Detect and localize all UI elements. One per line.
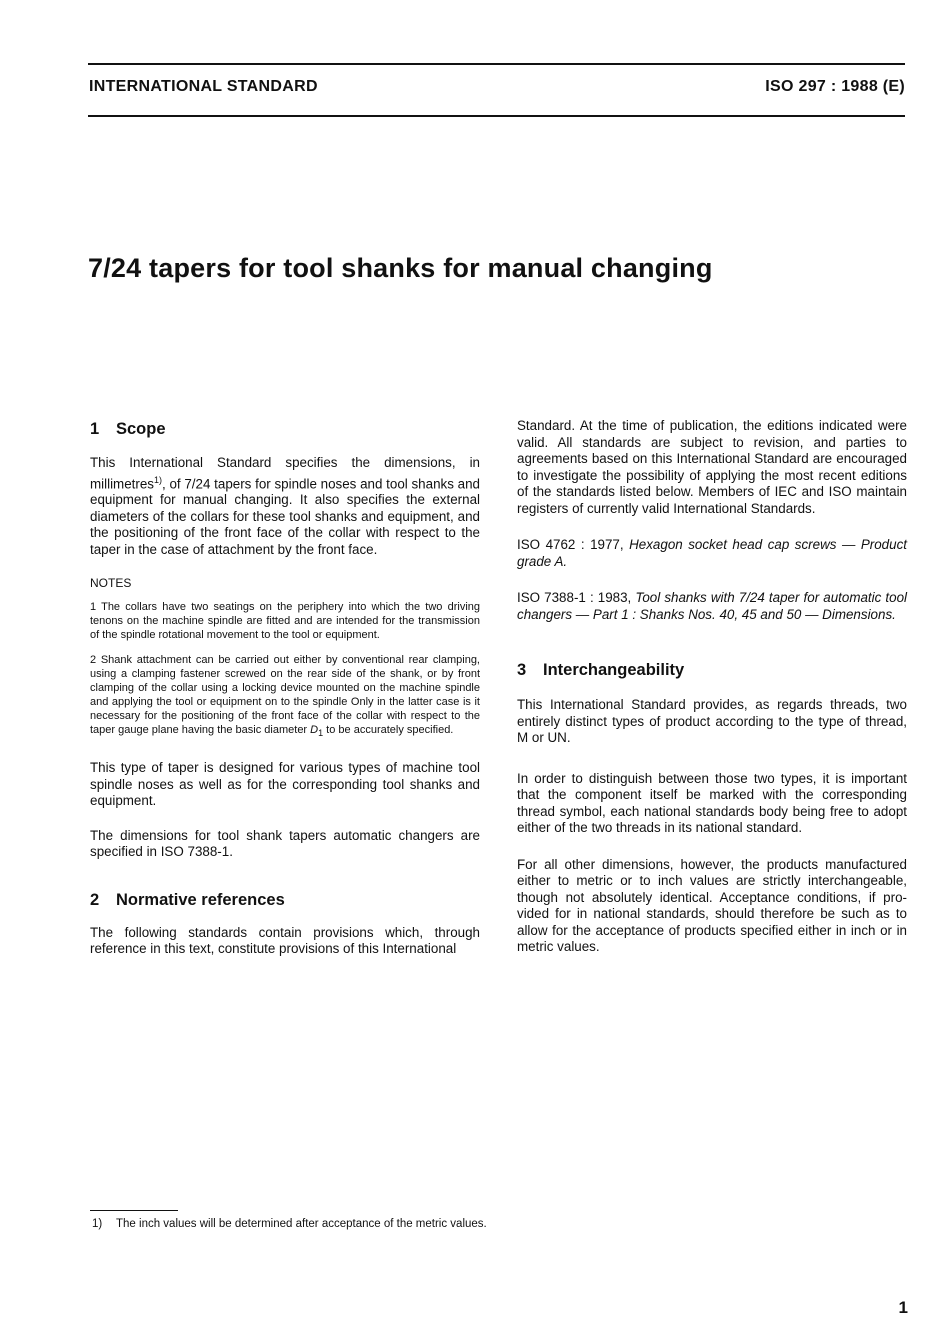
- note-2-text-b: to be accurately specified.: [323, 723, 454, 736]
- taper-usage-paragraph: This type of taper is designed for various types of machine tool spindle noses as well as for the corresponding tool shanks and equipment.: [90, 760, 480, 809]
- footnote-text: The inch values will be determined after acceptance of the metric values.: [116, 1218, 487, 1230]
- section-number: 2: [90, 890, 100, 909]
- document-title: 7/24 tapers for tool shanks for manual changing: [88, 253, 713, 283]
- notes-label: NOTES: [90, 576, 132, 591]
- section-title: Interchangeability: [543, 661, 685, 679]
- reference-title: Tool shanks with 7/24 taper for automatic tool changers — Part 1 : Shanks Nos. 40, 45 and 50 — Dimensions.: [517, 590, 907, 622]
- reference-title: Hexagon socket head cap screws — Product grade A.: [517, 537, 907, 569]
- page-number: 1: [898, 1298, 908, 1317]
- diameter-subscript: 1: [318, 728, 324, 739]
- section-3-heading: [517, 659, 907, 681]
- scope-paragraph: [90, 455, 480, 558]
- section-2-heading: [90, 889, 480, 911]
- footnote-ref: 1): [153, 474, 162, 485]
- section-title: Scope: [116, 420, 166, 438]
- interchangeability-paragraph-1: This International Standard provides, as regards threads, two entirely distinct types of product according to the type of thread, M or UN.: [517, 697, 907, 745]
- note-2: [90, 653, 480, 740]
- diameter-symbol: D: [310, 723, 319, 736]
- document-type: INTERNATIONAL STANDARD: [89, 78, 318, 95]
- scope-text-b: , of 7/24 tapers for spindle noses and tool shanks and equipment for manual changing. It also specifies the external diameters of the collars for these tool shanks and equipment, and the positioning of the front face of the collar with respect to the taper in the case of attachment by the front face.: [90, 475, 480, 557]
- reference-code: ISO 7388-1 : 1983,: [517, 590, 632, 605]
- section-title: Normative references: [116, 890, 285, 909]
- automatic-changers-paragraph: The dimensions for tool shank tapers automatic changers are specified in ISO 7388-1.: [90, 827, 480, 860]
- footnote: [92, 1218, 487, 1230]
- section-1-heading: [90, 418, 480, 440]
- scope-text-a: This International Standard specifies the dimensions, in millimetres: [90, 455, 480, 491]
- reference-iso-4762: [517, 537, 907, 570]
- standard-number: ISO 297 : 1988 (E): [765, 78, 905, 95]
- section-number: 3: [517, 661, 527, 679]
- reference-iso-7388-1: [517, 590, 907, 623]
- reference-code: ISO 4762 : 1977,: [517, 537, 624, 552]
- right-column: [517, 418, 907, 956]
- footnote-mark: 1): [92, 1218, 103, 1230]
- normative-references-intro: The following standards contain provisions which, through reference in this text, constitute provisions of this International: [90, 924, 480, 957]
- note-1: 1 The collars have two seatings on the periphery into which the two driving tenons on the machine spindle are fitted and are intended for the transmission of the spindle rotational movement to the tool or equipment.: [90, 600, 480, 641]
- section-number: 1: [90, 420, 100, 438]
- note-2-text-a: 2 Shank attachment can be carried out either by conventional rear clamping, using a clamping fastener screwed on the rear side of the shank, or by front clamping of the collar using a locking device mounted on the machine spindle and applying the tool or equipment on to the spindle Only in the latter case is it necessary for the positioning of the front face of the collar with respect to the taper gauge plane having the basic diameter: [90, 653, 480, 736]
- footnote-rule: [90, 1210, 178, 1211]
- header-bottom-rule: [88, 115, 905, 117]
- normative-references-continued: Standard. At the time of publication, the editions indicated were valid. All standards are subject to revision, and parties to agreements based on this International Standard are encouraged to investigate the possibility of applying the most recent editions of the standards listed below. Members of IEC and ISO maintain registers of currently valid International Standards.: [517, 418, 907, 516]
- left-column: [90, 418, 480, 958]
- header-top-rule: [88, 63, 905, 65]
- interchangeability-paragraph-2: In order to distinguish between those two types, it is important that the component itself be marked with the corresponding thread symbol, each national standards body being free to adopt either of the two threads in its national standard.: [517, 770, 907, 835]
- interchangeability-paragraph-3: For all other dimensions, however, the products manufactured either to metric or to inch values are strictly interchangeable, though not absolutely identical. Acceptance conditions, if provided for in national standards, should therefore be such as to allow for the acceptance of products specified either in inch or in metric values.: [517, 856, 907, 954]
